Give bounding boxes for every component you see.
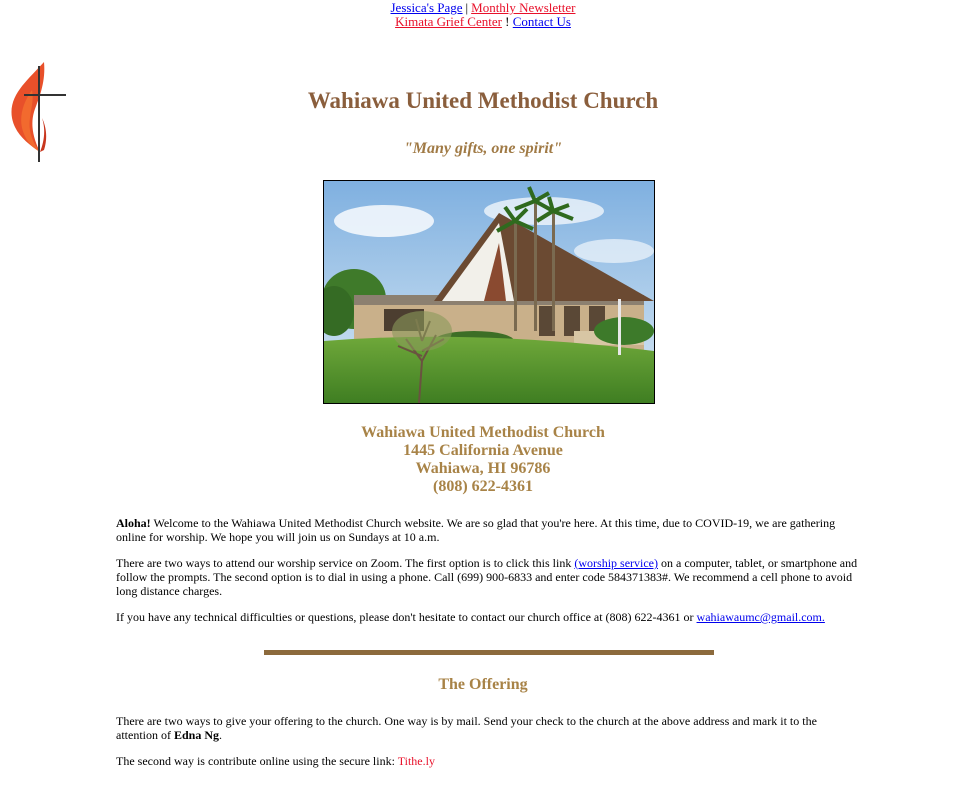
support-text: If you have any technical difficulties or questions, please don't hesitate to contact our church office at (808) 622-4361 or [116, 610, 697, 624]
offering-online-text: The second way is contribute online using the secure link: [116, 754, 398, 768]
address-name: Wahiawa United Methodist Church [361, 424, 605, 441]
zoom-text-after: on a computer, tablet, or smartphone and follow the prompts. The second option is to dial in using a phone. Call (699) 900-6833 and enter code 584371383#. We recommend a cell phone to avoid long distance charges. [116, 556, 858, 598]
monthly-newsletter-link[interactable]: Monthly Newsletter [471, 0, 576, 15]
welcome-text: Welcome to the Wahiawa United Methodist Church website. We are so glad that you're here. At this time, due to COVID-19, we are gathering online for worship. We hope you will join us on Sundays at 10 a.m. [116, 516, 836, 544]
church-photo [323, 180, 655, 404]
grief-center-link[interactable]: Kimata Grief Center [395, 14, 502, 29]
offering-mail-name: Edna Ng [173, 728, 220, 742]
email-link[interactable]: wahiawaumc@gmail.com. [696, 610, 825, 624]
church-address [0, 424, 966, 496]
offering-mail-text: There are two ways to give your offering to the church. One way is by mail. Send your check to the church at the above address and mark it to the attention of [116, 714, 817, 742]
welcome-content [116, 516, 858, 636]
offering-heading: The Offering [438, 676, 528, 693]
offering-online-paragraph [116, 754, 858, 768]
address-city: Wahiawa, HI 96786 [415, 460, 551, 477]
section-divider [264, 650, 714, 655]
offering-mail-paragraph [116, 714, 858, 742]
offering-content [116, 714, 858, 780]
page-title: Wahiawa United Methodist Church [307, 88, 659, 113]
address-phone: (808) 622-4361 [433, 478, 533, 495]
aloha-text: Aloha! [116, 516, 151, 530]
top-nav-row-2 [0, 15, 966, 29]
top-nav [0, 0, 966, 29]
support-paragraph [116, 610, 858, 624]
jessicas-page-link[interactable]: Jessica's Page [390, 0, 463, 15]
top-nav-row-1 [0, 1, 966, 15]
offering-mail-end: . [219, 728, 223, 742]
address-street: 1445 California Avenue [403, 442, 563, 459]
contact-us-link[interactable]: Contact Us [512, 14, 571, 29]
zoom-paragraph [116, 556, 858, 598]
nav-separator-2: ! [505, 14, 510, 29]
church-motto: "Many gifts, one spirit" [403, 140, 563, 157]
nav-separator: | [465, 0, 469, 15]
worship-service-link[interactable]: (worship service) [574, 556, 658, 570]
tithely-link[interactable]: Tithe.ly [397, 754, 435, 768]
welcome-paragraph [116, 516, 858, 544]
zoom-text-before: There are two ways to attend our worship service on Zoom. The first option is to click this link [116, 556, 575, 570]
